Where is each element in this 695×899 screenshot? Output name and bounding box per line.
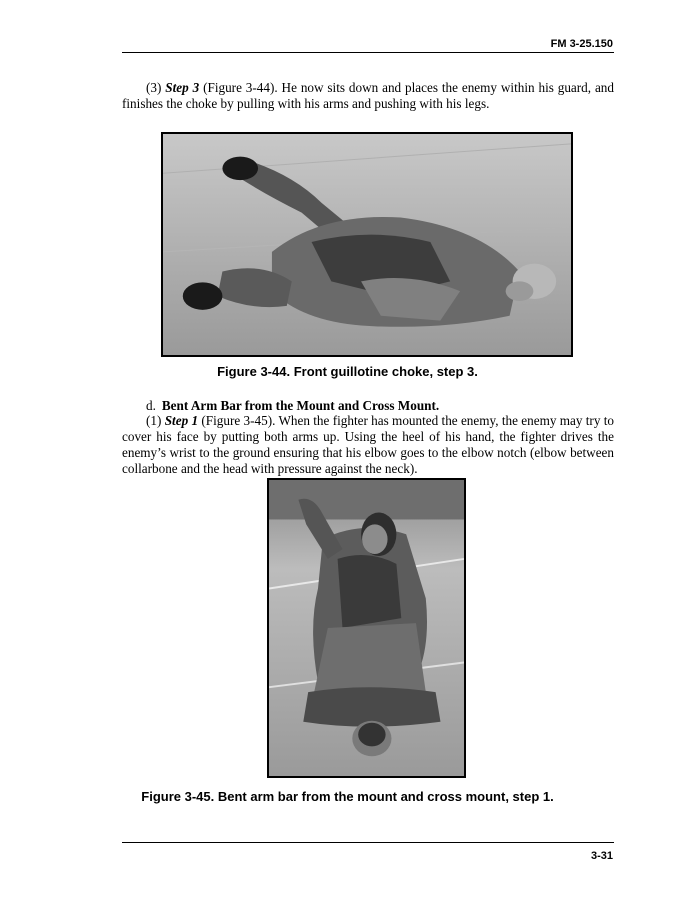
page-number: 3-31	[590, 850, 613, 862]
figure-3-45-photo	[267, 478, 466, 778]
paragraph-step-1	[122, 413, 614, 477]
step-label: Step 3	[165, 80, 200, 95]
running-header: FM 3-25.150	[550, 38, 613, 50]
figure-3-44-caption: Figure 3-44. Front guillotine choke, step 3.	[217, 364, 478, 379]
step-number: (3)	[146, 80, 162, 95]
footer-rule	[122, 842, 614, 843]
step-text: (Figure 3-45). When the fighter has mounted the enemy, the enemy may try to cover his face by putting both arms up. Using the heel of his hand, the fighter drives the enemy’s wrist to the ground ensuring that his elbow goes to the elbow notch (elbow between collarbone and the head with pressure against the neck).	[122, 413, 614, 476]
figure-3-45-caption: Figure 3-45. Bent arm bar from the mount and cross mount, step 1.	[141, 789, 554, 804]
section-heading	[146, 398, 439, 414]
header-rule	[122, 52, 614, 53]
section-letter: d.	[146, 398, 156, 413]
step-number: (1)	[146, 413, 162, 428]
step-label: Step 1	[164, 413, 199, 428]
paragraph-step-3	[122, 80, 614, 112]
figure-3-44-photo	[161, 132, 573, 357]
step-text: (Figure 3-44). He now sits down and places the enemy within his guard, and finishes the choke by pulling with his arms and pushing with his legs.	[122, 80, 614, 111]
section-title: Bent Arm Bar from the Mount and Cross Mount.	[161, 398, 440, 413]
